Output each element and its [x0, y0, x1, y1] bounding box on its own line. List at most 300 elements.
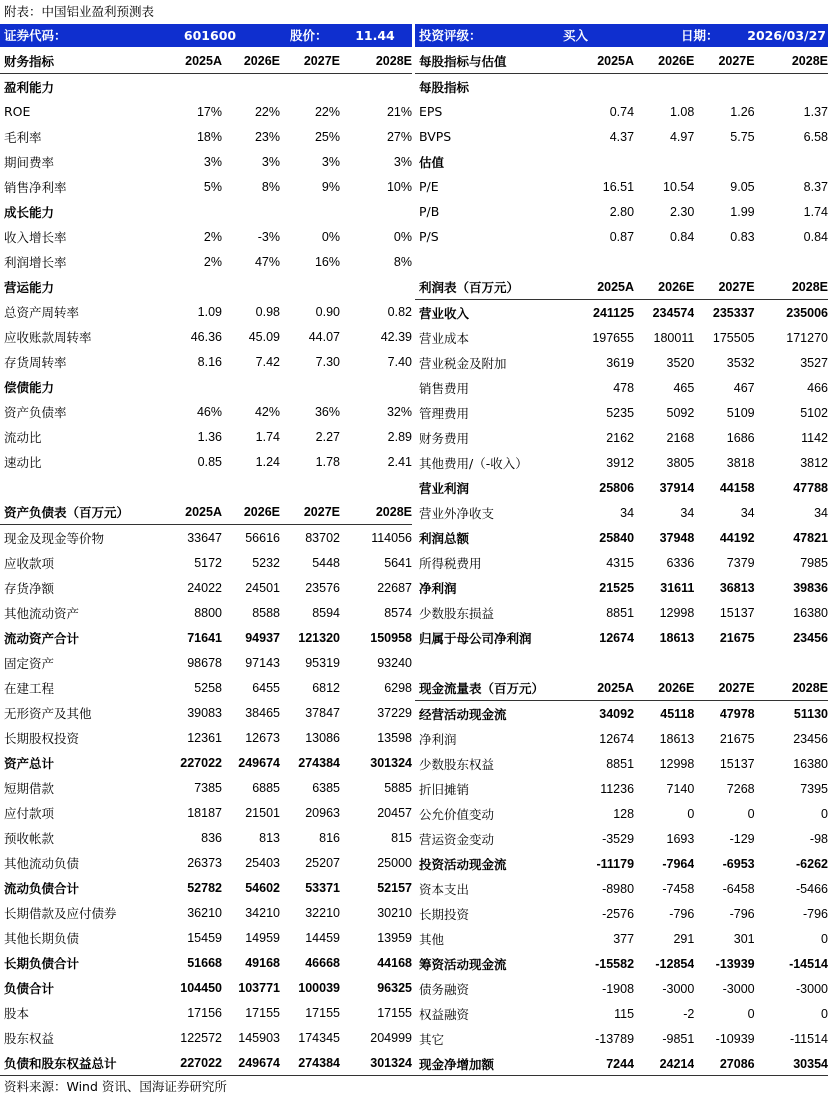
- table-row: [0, 675, 412, 700]
- row-label: 债务融资: [419, 981, 470, 997]
- row-value: 301: [733, 931, 755, 946]
- row-value: -129: [729, 831, 755, 846]
- row-value: 0: [821, 1006, 828, 1021]
- row-value: 0%: [321, 229, 340, 244]
- row-value: 44.07: [308, 329, 340, 344]
- row-value: 37914: [659, 480, 695, 495]
- row-value: 54602: [245, 880, 280, 895]
- row-value: 52157: [377, 880, 412, 895]
- row-value: [222, 199, 280, 224]
- price-value: 11.44: [355, 28, 395, 43]
- row-label: 销售费用: [419, 380, 470, 396]
- row-label: 无形资产及其他: [4, 705, 92, 721]
- row-value: 4315: [606, 555, 635, 570]
- row-value: -1908: [602, 981, 635, 996]
- row-value: 21675: [719, 630, 755, 645]
- table-header-row: [415, 48, 828, 74]
- row-value: [280, 374, 340, 399]
- table-row: [415, 701, 828, 727]
- row-label: 负债和股东权益总计: [4, 1055, 117, 1071]
- row-label: 现金及现金等价物: [4, 530, 105, 546]
- row-label: 长期投资: [419, 906, 470, 922]
- row-value: 7.30: [315, 354, 340, 369]
- row-value: -796: [729, 906, 755, 921]
- row-value: -796: [802, 906, 828, 921]
- row-value: 12674: [599, 630, 635, 645]
- row-value: 0%: [393, 229, 412, 244]
- row-label: 在建工程: [4, 680, 55, 696]
- source-note: 资料来源：Wind 资讯、国海证券研究所: [4, 1079, 227, 1094]
- row-value: 25%: [314, 129, 340, 144]
- table-row: [0, 249, 412, 274]
- row-value: 5258: [194, 680, 222, 695]
- row-value: 478: [613, 380, 635, 395]
- row-label: 财务指标: [0, 48, 160, 74]
- row-label: 营运资金变动: [419, 831, 495, 847]
- row-value: 15459: [187, 930, 222, 945]
- row-value: 98678: [187, 655, 222, 670]
- row-label: 营运能力: [4, 279, 55, 295]
- row-label: 预收帐款: [4, 830, 55, 846]
- row-value: [160, 374, 222, 399]
- table-row: [0, 925, 412, 950]
- table-row: [0, 775, 412, 800]
- row-label: 存货周转率: [4, 354, 67, 370]
- table-row: [415, 375, 828, 400]
- row-value: 13598: [377, 730, 412, 745]
- row-value: 2028E: [755, 675, 828, 701]
- row-value: 51668: [187, 955, 222, 970]
- table-row: [415, 776, 828, 801]
- row-value: 25840: [599, 530, 635, 545]
- row-label: 净利润: [419, 580, 457, 596]
- row-value: 22687: [377, 580, 412, 595]
- row-value: 0.85: [197, 454, 222, 469]
- row-value: 2026E: [222, 499, 280, 525]
- row-label: 股东权益: [4, 1030, 55, 1046]
- row-value: [694, 650, 754, 675]
- row-value: 25806: [599, 480, 635, 495]
- row-value: [634, 249, 694, 274]
- table-row: [0, 725, 412, 750]
- row-value: -15582: [595, 956, 635, 971]
- row-label: 利润增长率: [4, 254, 67, 270]
- row-value: 5232: [252, 555, 280, 570]
- row-value: 18613: [659, 731, 695, 746]
- row-value: 2026E: [634, 48, 694, 74]
- rating-label: 投资评级：: [419, 28, 482, 43]
- row-label: 财务费用: [419, 430, 470, 446]
- row-value: 2026E: [634, 675, 694, 701]
- row-value: 42%: [254, 404, 280, 419]
- row-value: 241125: [593, 305, 635, 320]
- table-row: [415, 650, 828, 675]
- row-value: [160, 199, 222, 224]
- row-value: 235006: [786, 305, 828, 320]
- row-value: [222, 74, 280, 100]
- row-value: [280, 199, 340, 224]
- row-value: [694, 149, 754, 174]
- row-value: 5092: [666, 405, 695, 420]
- row-value: 6.58: [803, 129, 828, 144]
- row-label: 净利润: [419, 731, 457, 747]
- row-value: 94937: [245, 630, 280, 645]
- row-label: 应收账款周转率: [4, 329, 92, 345]
- row-value: 2.41: [387, 454, 412, 469]
- row-value: 17%: [196, 104, 222, 119]
- row-value: [755, 149, 828, 174]
- row-label: 资产总计: [4, 755, 55, 771]
- row-value: 30210: [377, 905, 412, 920]
- row-value: 20457: [377, 805, 412, 820]
- row-value: 1.08: [669, 104, 695, 119]
- row-value: [556, 249, 634, 274]
- row-label: 存货净额: [4, 580, 55, 596]
- row-value: -11179: [596, 856, 635, 871]
- table-row: [415, 976, 828, 1001]
- row-value: 10%: [386, 179, 412, 194]
- date-value: 2026/03/27: [747, 28, 826, 43]
- row-value: 4.37: [609, 129, 635, 144]
- row-value: 21525: [599, 580, 635, 595]
- row-label: 估值: [419, 154, 445, 170]
- row-label: 其他: [419, 931, 445, 947]
- table-row: [415, 751, 828, 776]
- row-value: 34: [814, 505, 828, 520]
- row-value: 6336: [666, 555, 695, 570]
- table-row: [0, 825, 412, 850]
- row-value: [556, 650, 634, 675]
- row-label: 其他流动资产: [4, 605, 80, 621]
- row-value: -2: [683, 1006, 695, 1021]
- row-value: 24501: [245, 580, 280, 595]
- row-label: 长期股权投资: [4, 730, 80, 746]
- row-value: 8.37: [803, 179, 828, 194]
- table-row: [0, 199, 412, 224]
- table-row: [0, 474, 412, 499]
- row-label: ROE: [4, 104, 31, 119]
- header-bar-right: [415, 24, 828, 47]
- row-value: 0.82: [387, 304, 412, 319]
- row-label: 营业税金及附加: [419, 355, 507, 371]
- row-value: 56616: [245, 530, 280, 545]
- row-value: 8800: [194, 605, 222, 620]
- rating-value: 买入: [563, 28, 589, 43]
- row-value: -6458: [722, 881, 755, 896]
- table-row: [415, 74, 828, 100]
- row-value: 1693: [666, 831, 695, 846]
- row-label: 负债合计: [4, 980, 55, 996]
- table-row: [0, 950, 412, 975]
- table-row: [0, 550, 412, 575]
- row-value: 26373: [187, 855, 222, 870]
- row-label: 筹资活动现金流: [419, 956, 507, 972]
- row-value: 2028E: [340, 48, 412, 74]
- row-label: 归属于母公司净利润: [419, 630, 532, 646]
- row-value: 36%: [314, 404, 340, 419]
- row-value: 25000: [377, 855, 412, 870]
- row-value: 5235: [606, 405, 635, 420]
- table-row: [0, 525, 412, 551]
- table-row: [415, 350, 828, 375]
- row-value: [755, 650, 828, 675]
- row-value: -3529: [602, 831, 635, 846]
- row-value: 10.54: [663, 179, 695, 194]
- row-value: 175505: [712, 330, 755, 345]
- row-value: 96325: [377, 980, 412, 995]
- row-value: 12998: [659, 756, 695, 771]
- row-value: 37847: [305, 705, 340, 720]
- row-value: [694, 74, 754, 100]
- row-label: 总资产周转率: [4, 304, 80, 320]
- row-value: 377: [613, 931, 635, 946]
- row-label: 收入增长率: [4, 229, 67, 245]
- row-value: 0: [687, 806, 695, 821]
- row-value: 5%: [203, 179, 222, 194]
- row-value: 0.83: [730, 229, 755, 244]
- row-label: [415, 650, 556, 675]
- row-value: 6298: [384, 680, 412, 695]
- row-value: -9851: [662, 1031, 695, 1046]
- table-row: [415, 876, 828, 901]
- row-label: 折旧摊销: [419, 781, 470, 797]
- row-value: 23456: [793, 630, 828, 645]
- row-value: 15137: [719, 605, 755, 620]
- row-value: 227022: [180, 1055, 222, 1070]
- row-value: 23%: [254, 129, 280, 144]
- row-value: 22%: [314, 104, 340, 119]
- row-value: [222, 474, 280, 499]
- row-value: 18%: [196, 129, 222, 144]
- table-row: [415, 400, 828, 425]
- row-value: [340, 74, 412, 100]
- row-value: 103771: [238, 980, 280, 995]
- table-row: [0, 399, 412, 424]
- row-value: 204999: [370, 1030, 412, 1045]
- row-value: 0.87: [609, 229, 635, 244]
- row-value: -6262: [796, 856, 828, 871]
- row-value: 25207: [305, 855, 340, 870]
- row-value: 7.42: [255, 354, 280, 369]
- row-value: 1142: [801, 430, 828, 445]
- row-value: [340, 199, 412, 224]
- table-row: [415, 300, 828, 326]
- row-value: 8574: [384, 605, 412, 620]
- row-value: 83702: [305, 530, 340, 545]
- table-row: [415, 1001, 828, 1026]
- row-value: 5102: [800, 405, 828, 420]
- row-value: -10939: [715, 1031, 755, 1046]
- bottom-rule: [0, 1075, 828, 1076]
- row-value: 36210: [187, 905, 222, 920]
- row-value: 128: [613, 806, 635, 821]
- row-value: 3%: [203, 154, 222, 169]
- row-value: 5109: [726, 405, 755, 420]
- table-row: [415, 550, 828, 575]
- row-value: 46%: [196, 404, 222, 419]
- row-value: 813: [259, 830, 280, 845]
- row-value: 7244: [606, 1056, 635, 1071]
- row-value: 34: [740, 505, 755, 520]
- row-value: 27086: [719, 1056, 755, 1071]
- row-label: EPS: [419, 104, 443, 119]
- row-label: 流动比: [4, 429, 42, 445]
- row-value: 17155: [377, 1005, 412, 1020]
- table-row: [415, 149, 828, 174]
- row-value: 95319: [305, 655, 340, 670]
- row-value: 16.51: [602, 179, 635, 194]
- row-label: BVPS: [419, 129, 452, 144]
- row-value: 9%: [321, 179, 340, 194]
- row-value: 21675: [719, 731, 755, 746]
- table-row: [415, 249, 828, 274]
- table-row: [0, 900, 412, 925]
- row-label: 毛利率: [4, 129, 42, 145]
- row-value: -6953: [722, 856, 755, 871]
- table-row: [0, 650, 412, 675]
- row-value: 7268: [726, 781, 755, 796]
- row-label: [0, 474, 160, 499]
- stock-code-value: 601600: [183, 28, 237, 43]
- row-value: [556, 74, 634, 100]
- row-value: [634, 74, 694, 100]
- row-label: 资本支出: [419, 881, 470, 897]
- row-value: -3000: [722, 981, 755, 996]
- row-value: 1.78: [315, 454, 340, 469]
- row-value: -796: [669, 906, 695, 921]
- table-row: [415, 450, 828, 475]
- row-value: 2026E: [222, 48, 280, 74]
- row-value: 34092: [599, 706, 635, 721]
- row-value: 145903: [238, 1030, 280, 1045]
- row-value: 3912: [606, 455, 635, 470]
- row-label: 营业外净收支: [419, 505, 495, 521]
- row-value: 816: [319, 830, 340, 845]
- table-row: [415, 500, 828, 525]
- row-value: 8594: [312, 605, 340, 620]
- row-value: 3818: [726, 455, 755, 470]
- row-value: 3805: [666, 455, 695, 470]
- row-value: 4.97: [669, 129, 695, 144]
- row-value: 7385: [194, 780, 222, 795]
- row-value: -8980: [602, 881, 635, 896]
- row-value: 12998: [659, 605, 695, 620]
- row-value: 11236: [600, 781, 635, 796]
- table-header-row: [415, 274, 828, 300]
- right-financial-table: [415, 48, 828, 1076]
- row-value: 47821: [793, 530, 828, 545]
- row-value: 3%: [261, 154, 280, 169]
- row-value: [556, 149, 634, 174]
- row-label: 少数股东损益: [419, 605, 495, 621]
- table-header-row: [0, 48, 412, 74]
- row-value: 100039: [298, 980, 340, 995]
- table-row: [0, 74, 412, 100]
- price-label: 股价：: [290, 28, 328, 43]
- row-value: 3812: [800, 455, 828, 470]
- row-value: 34: [620, 505, 635, 520]
- row-value: 1.74: [255, 429, 280, 444]
- row-value: 32210: [305, 905, 340, 920]
- row-value: 47788: [793, 480, 828, 495]
- row-label: [415, 249, 556, 274]
- table-row: [415, 726, 828, 751]
- row-value: 38465: [245, 705, 280, 720]
- row-value: 9.05: [730, 179, 755, 194]
- row-value: 2027E: [694, 274, 754, 300]
- row-value: 46668: [305, 955, 340, 970]
- row-value: 97143: [245, 655, 280, 670]
- row-label: 其他长期负债: [4, 930, 80, 946]
- row-value: 0: [821, 931, 828, 946]
- row-label: 公允价值变动: [419, 806, 495, 822]
- row-value: 51130: [793, 706, 828, 721]
- row-value: 180011: [653, 330, 695, 345]
- row-value: 52782: [187, 880, 222, 895]
- row-value: 39836: [793, 580, 828, 595]
- row-label: 成长能力: [4, 204, 55, 220]
- table-row: [0, 1025, 412, 1050]
- row-value: 2026E: [634, 274, 694, 300]
- row-value: 46.36: [190, 329, 222, 344]
- table-row: [0, 349, 412, 374]
- row-label: P/S: [419, 229, 439, 244]
- row-value: 1.09: [197, 304, 222, 319]
- row-value: 32%: [386, 404, 412, 419]
- row-value: [222, 374, 280, 399]
- row-value: 27%: [386, 129, 412, 144]
- row-value: 2.27: [315, 429, 340, 444]
- row-value: 0.90: [315, 304, 340, 319]
- table-row: [415, 199, 828, 224]
- row-value: 2025A: [160, 48, 222, 74]
- table-row: [415, 124, 828, 149]
- row-value: [694, 249, 754, 274]
- row-value: 18187: [187, 805, 222, 820]
- row-value: 18613: [659, 630, 695, 645]
- row-value: 12361: [187, 730, 222, 745]
- row-value: 31611: [660, 580, 695, 595]
- table-row: [0, 800, 412, 825]
- row-value: 8.16: [197, 354, 222, 369]
- row-value: 21%: [386, 104, 412, 119]
- row-value: -2576: [602, 906, 635, 921]
- row-value: -11514: [790, 1031, 828, 1046]
- row-value: 104450: [180, 980, 222, 995]
- table-row: [0, 174, 412, 199]
- row-value: 235337: [712, 305, 755, 320]
- table-row: [415, 600, 828, 625]
- row-value: 2.30: [669, 204, 695, 219]
- row-label: 应付款项: [4, 805, 55, 821]
- row-value: 1.99: [730, 204, 755, 219]
- row-value: -3%: [257, 229, 280, 244]
- row-value: 22%: [254, 104, 280, 119]
- row-value: 2%: [203, 254, 222, 269]
- row-value: 15137: [719, 756, 755, 771]
- row-value: [160, 274, 222, 299]
- table-row: [0, 324, 412, 349]
- table-row: [0, 299, 412, 324]
- table-row: [415, 851, 828, 876]
- row-value: 45118: [660, 706, 695, 721]
- row-value: 301324: [370, 755, 412, 770]
- table-row: [0, 1000, 412, 1025]
- row-value: 12674: [599, 731, 635, 746]
- row-label: 短期借款: [4, 780, 55, 796]
- row-value: 39083: [187, 705, 222, 720]
- table-row: [415, 575, 828, 600]
